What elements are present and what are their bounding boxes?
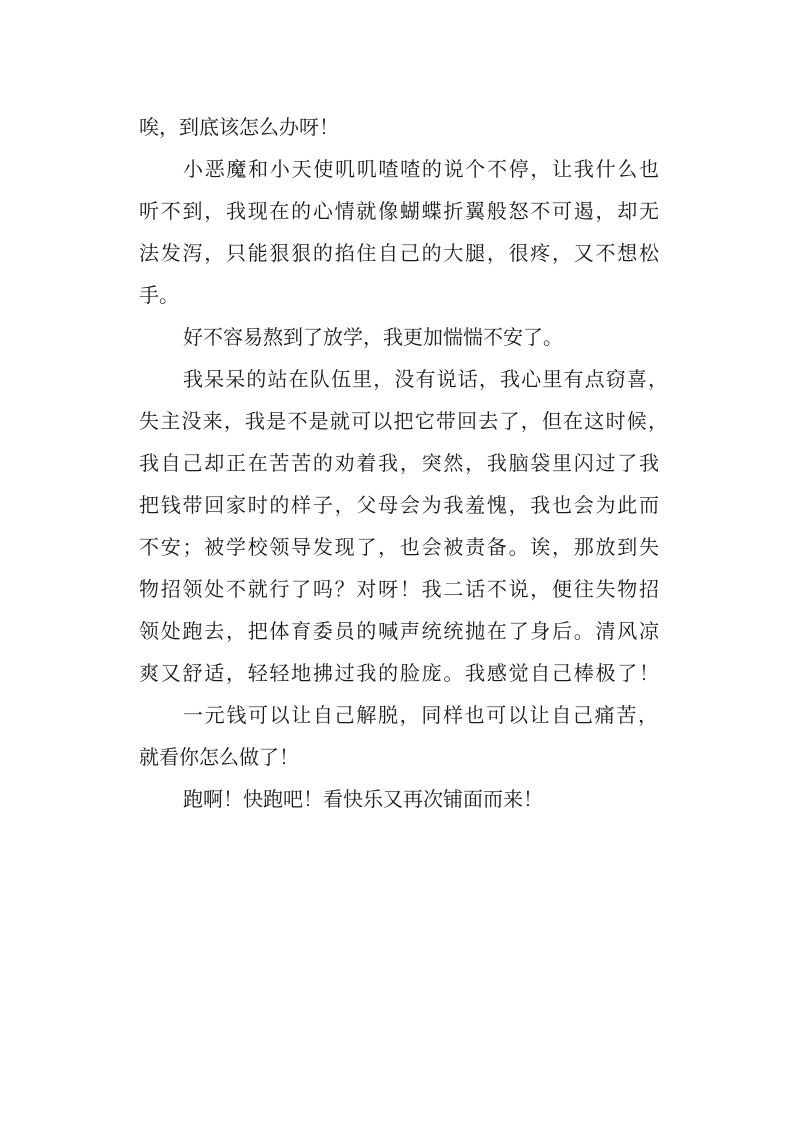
text-line: 领处跑去，把体育委员的喊声统统抛在了身后。清风凉 <box>139 619 659 643</box>
text-line: 爽又舒适，轻轻地拂过我的脸庞。我感觉自己棒极了！ <box>139 661 659 685</box>
text-line: 手。 <box>139 283 179 307</box>
text-line: 不安；被学校领导发现了，也会被责备。诶，那放到失 <box>139 535 659 559</box>
text-line: 把钱带回家时的样子，父母会为我羞愧，我也会为此而 <box>139 493 659 517</box>
text-line: 一元钱可以让自己解脱，同样也可以让自己痛苦， <box>183 703 658 727</box>
text-line: 小恶魔和小天使叽叽喳喳的说个不停，让我什么也 <box>183 157 659 181</box>
text-line: 失主没来，我是不是就可以把它带回去了，但在这时候， <box>139 409 668 433</box>
text-line: 唉，到底该怎么办呀！ <box>139 115 339 139</box>
text-line: 我自己却正在苦苦的劝着我，突然，我脑袋里闪过了我 <box>139 451 659 475</box>
text-line: 好不容易熬到了放学，我更加惴惴不安了。 <box>183 325 563 349</box>
text-line: 物招领处不就行了吗？对呀！我二话不说，便往失物招 <box>139 577 659 601</box>
text-line: 法发泻，只能狠狠的掐住自己的大腿，很疼，又不想松 <box>139 241 659 265</box>
text-line: 跑啊！快跑吧！看快乐又再次铺面而来！ <box>183 787 543 811</box>
text-line: 听不到，我现在的心情就像蝴蝶折翼般怒不可遏，却无 <box>139 199 659 223</box>
text-line: 我呆呆的站在队伍里，没有说话，我心里有点窃喜， <box>183 367 668 391</box>
text-line: 就看你怎么做了！ <box>139 745 299 769</box>
